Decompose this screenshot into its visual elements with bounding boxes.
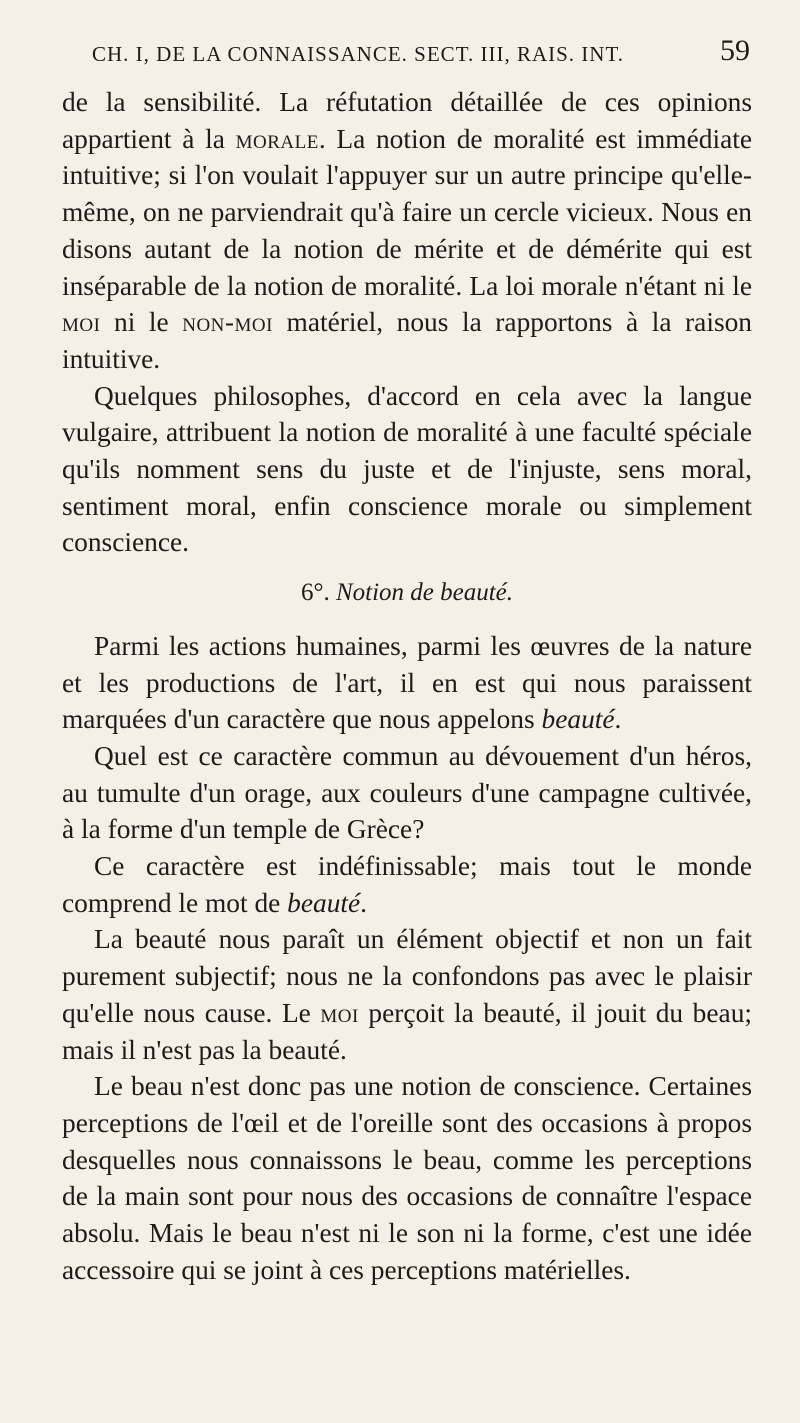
text-run: ni le [100, 307, 183, 338]
text-run: perçoit la beauté, il jouit du beau; mais il n'est pas la beauté. [62, 997, 752, 1065]
text-run: . [360, 887, 368, 918]
text-run: matériel, nous la rapportons à la raison intuitive. [62, 307, 752, 374]
paragraph-2: Quelques philosophes, d'accord en cela avec la langue vulgaire, attribuent la notion de moralité à une faculté spéciale qu'ils nomment sens du juste et de l'injuste, sens moral, sentiment moral, enfin conscience morale ou simplement conscience. [62, 380, 752, 558]
italic-beaute: beauté [287, 887, 361, 918]
small-caps-moi: moi [62, 307, 101, 338]
page-number: 59 [720, 34, 750, 67]
small-caps-moi: moi [320, 997, 359, 1028]
body-text [62, 84, 752, 1289]
paragraph-4: Quel est ce caractère commun au dévouement d'un héros, au tumulte d'un orage, aux couleurs d'une campagne cultivée, à la forme d'un temple de Grèce? [62, 740, 752, 845]
text-run: Ce caractère est indéfinissable; mais tout le monde comprend le mot de [62, 851, 752, 918]
running-title: CH. I, DE LA CONNAISSANCE. SECT. III, RAIS. INT. [92, 42, 624, 66]
text-run: La beauté nous paraît un élément objectif et non un fait purement subjectif; nous ne la confondons pas avec le plaisir qu'elle nous cause. Le [62, 924, 752, 1028]
text-run: de la sensibilité. La réfutation détaillée de ces opinions appartient à la [62, 87, 752, 154]
small-caps-morale: morale [235, 123, 319, 154]
paragraph-5 [62, 848, 752, 921]
text-run: . [614, 704, 622, 735]
text-run: Parmi les actions humaines, parmi les œuvres de la nature et les productions de l'art, il en est qui nous paraissent marquées d'un caractère que nous appelons [62, 630, 752, 735]
paragraph-3 [62, 628, 752, 738]
italic-beaute: beauté [541, 704, 615, 735]
paragraph-7: Le beau n'est donc pas une notion de conscience. Certaines perceptions de l'œil et de l'oreille sont des occasions à propos desquelles nous connaissons le beau, comme les perceptions de la main sont pour nous des occasions de connaître l'espace absolu. Mais le beau n'est ni le son ni la forme, c'est une idée accessoire qui se joint à ces perceptions matérielles. [62, 1071, 752, 1285]
heading-title: Notion de beauté. [335, 579, 514, 607]
section-heading [62, 575, 752, 612]
heading-number: 6°. [300, 579, 336, 607]
text-run: . La notion de moralité est immédiate intuitive; si l'on voulait l'appuyer sur un autre principe qu'elle-même, on ne parviendrait qu'à faire un cercle vicieux. Nous en disons autant de la notion de mérite et de démérite qui est inséparable de la notion de moralité. La loi morale n'étant ni le [62, 123, 752, 301]
running-header [92, 34, 750, 67]
small-caps-non-moi: non-moi [182, 307, 273, 338]
paragraph-6 [62, 921, 752, 1068]
paragraph-1 [62, 84, 752, 378]
